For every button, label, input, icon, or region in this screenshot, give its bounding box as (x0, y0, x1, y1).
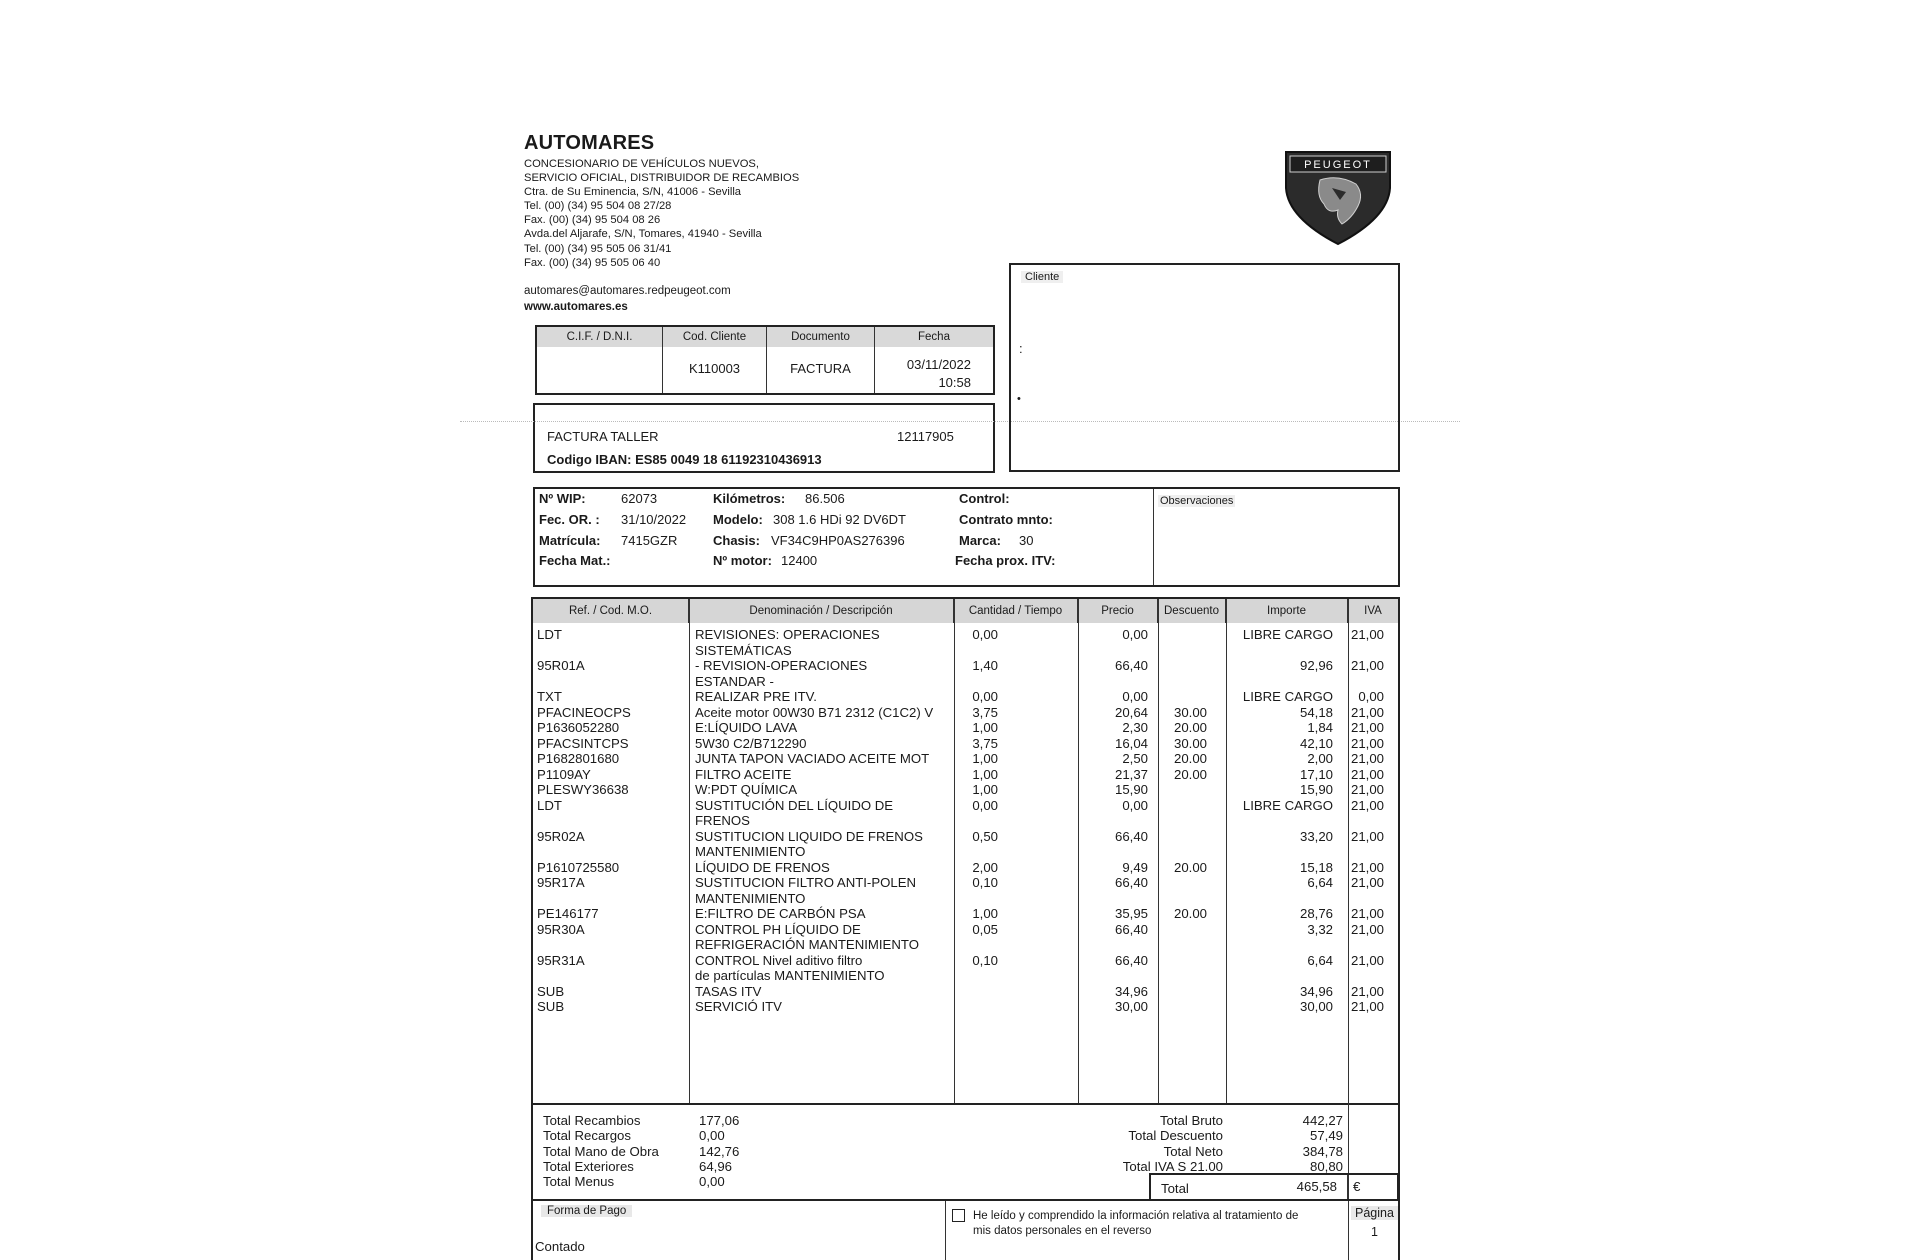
total-left-label: Total Recargos (543, 1128, 631, 1144)
wip-value: 62073 (621, 491, 658, 506)
item-discount: 20.00 (1174, 751, 1208, 766)
item-discount: 20.00 (1174, 859, 1208, 875)
table-row (533, 658, 1394, 689)
item-ref: PFACINEOCPS (537, 704, 631, 720)
total-right-row (1093, 1144, 1343, 1159)
item-discount: 20.00 (1174, 766, 1208, 782)
table-row (533, 705, 1394, 721)
table-row (533, 782, 1394, 798)
item-description: TASAS ITV (695, 983, 762, 999)
item-quantity: 2,00 (972, 859, 998, 875)
km-value: 86.506 (805, 491, 845, 506)
item-amount: 3,32 (1307, 921, 1333, 937)
item-quantity: 0,50 (972, 828, 998, 844)
item-description: W:PDT QUÍMICA (695, 782, 798, 797)
table-row (533, 689, 1394, 705)
item-ref: 95R02A (537, 828, 585, 844)
item-description: FILTRO ACEITE (695, 766, 792, 782)
chasis-value: VF34C9HP0AS276396 (771, 533, 905, 548)
total-right-label: Total IVA S 21.00 (1122, 1158, 1223, 1174)
contrato-label: Contrato mnto: (959, 512, 1053, 527)
company-email[interactable]: automares@automares.redpeugeot.com (524, 285, 731, 297)
item-ref: 95R01A (537, 658, 585, 673)
header-fecha-label: Fecha (875, 327, 993, 347)
table-row (533, 767, 1394, 783)
company-address-line: Fax. (00) (34) 95 505 06 40 (524, 256, 661, 269)
totals-right (1093, 1113, 1343, 1174)
items-table (531, 597, 1400, 1105)
total-right-value: 57,49 (1309, 1128, 1343, 1144)
item-quantity: 0,00 (972, 797, 998, 813)
item-ref: 95R17A (537, 875, 585, 890)
pagina-label: Página (1351, 1206, 1398, 1220)
item-price: 35,95 (1114, 906, 1148, 921)
item-vat: 21,00 (1350, 627, 1384, 642)
total-left-value: 0,00 (699, 1174, 725, 1190)
table-row (533, 751, 1394, 767)
item-ref: LDT (537, 627, 562, 642)
item-quantity: 0,00 (972, 689, 998, 704)
col-qty-header: Cantidad / Tiempo (954, 599, 1078, 623)
item-vat: 21,00 (1350, 766, 1384, 782)
item-description: E:FILTRO DE CARBÓN PSA (695, 906, 866, 921)
total-left-value: 0,00 (699, 1128, 725, 1144)
item-quantity: 0,10 (972, 952, 998, 968)
total-right-value: 442,27 (1302, 1113, 1343, 1128)
item-vat: 21,00 (1350, 859, 1384, 875)
table-row (533, 984, 1394, 1000)
wip-label: Nº WIP: (539, 491, 586, 506)
col-desc-header: Denominación / Descripción (689, 599, 954, 623)
item-ref: TXT (537, 689, 562, 704)
item-price: 16,04 (1114, 735, 1148, 751)
forma-pago-value: Contado (535, 1239, 585, 1254)
company-address-line: Ctra. de Su Eminencia, S/N, 41006 - Sevilla (524, 186, 742, 199)
table-row (533, 875, 1394, 906)
item-price: 9,49 (1122, 859, 1148, 875)
matricula-value: 7415GZR (621, 533, 678, 548)
total-left-row (543, 1113, 783, 1128)
item-amount: 92,96 (1299, 658, 1333, 673)
item-quantity: 0,00 (972, 627, 998, 642)
obs-divider (1153, 489, 1234, 585)
client-label: Cliente (1021, 271, 1063, 283)
item-ref: PFACSINTCPS (537, 735, 629, 751)
pagina-value: 1 (1371, 1225, 1378, 1239)
iban-text: Codigo IBAN: ES85 0049 18 61192310436913 (547, 452, 822, 467)
totals-box (531, 1103, 1400, 1201)
item-description: 5W30 C2/B712290 (695, 735, 807, 751)
item-discount: 20.00 (1174, 720, 1208, 735)
privacy-text-line-2: mis datos personales en el reverso (973, 1225, 1152, 1237)
table-row (533, 798, 1394, 829)
motor-label: Nº motor: (713, 553, 772, 568)
total-left-row (543, 1159, 783, 1174)
company-address-line: Tel. (00) (34) 95 505 06 31/41 (524, 242, 672, 255)
item-description: REALIZAR PRE ITV. (695, 689, 817, 704)
item-description: E:LÍQUIDO LAVA (695, 720, 798, 735)
col-disc-header: Descuento (1158, 599, 1226, 623)
table-row (533, 922, 1394, 953)
invoice-info-box (533, 403, 995, 473)
company-website[interactable]: www.automares.es (524, 301, 628, 313)
item-price: 21,37 (1114, 766, 1148, 782)
item-description: SUSTITUCION LIQUIDO DE FRENOS MANTENIMIENTO (695, 828, 923, 859)
company-address-line: CONCESIONARIO DE VEHÍCULOS NUEVOS, (524, 158, 759, 170)
total-left-value: 142,76 (699, 1143, 740, 1159)
total-left-row (543, 1174, 783, 1189)
total-right-label: Total Descuento (1128, 1128, 1223, 1144)
item-vat: 21,00 (1350, 782, 1384, 797)
item-amount: 6,64 (1307, 952, 1333, 968)
total-right-value: 80,80 (1309, 1158, 1343, 1174)
item-vat: 21,00 (1350, 999, 1384, 1014)
client-mark-2: • (1017, 393, 1021, 405)
marca-label: Marca: (959, 533, 1001, 548)
item-description: SERVICIÓ ITV (695, 999, 782, 1014)
header-documento-label: Documento (767, 327, 875, 347)
item-ref: P1109AY (537, 766, 591, 782)
item-amount: 42,10 (1299, 735, 1333, 751)
item-description: JUNTA TAPON VACIADO ACEITE MOT (695, 751, 930, 766)
item-amount: 34,96 (1299, 983, 1333, 999)
col-imp-header: Importe (1226, 599, 1348, 623)
col-ref-header: Ref. / Cod. M.O. (533, 599, 689, 623)
item-quantity: 3,75 (972, 704, 998, 720)
item-amount: 1,84 (1307, 720, 1333, 735)
item-amount: LIBRE CARGO (1242, 627, 1333, 642)
footer-divider (1348, 1201, 1349, 1260)
item-price: 2,50 (1122, 751, 1148, 766)
item-description: CONTROL Nivel aditivo filtro de partículas MANTENIMIENTO (695, 952, 885, 983)
table-row (533, 736, 1394, 752)
table-row (533, 953, 1394, 984)
vehicle-info-box (533, 487, 1400, 587)
company-address-line: Fax. (00) (34) 95 504 08 26 (524, 214, 661, 227)
item-amount: LIBRE CARGO (1242, 689, 1333, 704)
invoice-type: FACTURA TALLER (547, 429, 659, 444)
modelo-label: Modelo: (713, 512, 763, 527)
item-discount: 30.00 (1174, 735, 1208, 751)
item-vat: 21,00 (1350, 797, 1384, 813)
item-description: Aceite motor 00W30 B71 2312 (C1C2) V (695, 704, 934, 720)
col-price-header: Precio (1078, 599, 1158, 623)
item-price: 66,40 (1114, 658, 1148, 673)
footer-divider (945, 1201, 946, 1260)
total-left-label: Total Menus (543, 1174, 615, 1190)
item-vat: 21,00 (1350, 828, 1384, 844)
cif-value (537, 347, 663, 393)
total-label: Total (1161, 1181, 1189, 1196)
footer-box (531, 1199, 1400, 1260)
total-value: 465,58 (1296, 1179, 1337, 1194)
item-quantity: 0,05 (972, 921, 998, 937)
item-discount: 30.00 (1174, 704, 1208, 720)
item-quantity: 1,00 (972, 720, 998, 735)
modelo-value: 308 1.6 HDi 92 DV6DT (773, 512, 906, 527)
item-description: SUSTITUCIÓN DEL LÍQUIDO DE FRENOS (695, 797, 894, 828)
matricula-label: Matrícula: (539, 533, 601, 548)
item-vat: 21,00 (1350, 875, 1384, 890)
privacy-checkbox[interactable] (952, 1209, 965, 1222)
item-description: CONTROL PH LÍQUIDO DE REFRIGERACIÓN MANTENIMIENTO (695, 921, 919, 952)
total-right-row (1093, 1159, 1343, 1174)
item-vat: 21,00 (1350, 735, 1384, 751)
total-left-value: 177,06 (699, 1113, 740, 1128)
item-amount: 28,76 (1299, 906, 1333, 921)
table-row (533, 720, 1394, 736)
item-ref: 95R31A (537, 952, 585, 968)
total-left-label: Total Mano de Obra (543, 1143, 659, 1159)
fecha-value: 03/11/2022 (906, 357, 971, 372)
item-quantity: 1,00 (972, 906, 998, 921)
observaciones-label: Observaciones (1160, 495, 1234, 507)
item-ref: 95R30A (537, 921, 585, 937)
total-right-value: 384,78 (1302, 1143, 1343, 1159)
item-description: LÍQUIDO DE FRENOS (695, 859, 830, 875)
item-vat: 21,00 (1350, 983, 1384, 999)
table-row (533, 627, 1394, 658)
company-name: AUTOMARES (524, 132, 655, 154)
item-vat: 21,00 (1350, 906, 1384, 921)
item-amount: 30,00 (1299, 999, 1333, 1014)
item-quantity: 1,00 (972, 766, 998, 782)
item-amount: 6,64 (1307, 875, 1333, 890)
item-ref: P1636052280 (537, 720, 620, 735)
privacy-text-line-1: He leído y comprendido la información relativa al tratamiento de (973, 1210, 1299, 1222)
item-price: 0,00 (1122, 689, 1148, 704)
control-label: Control: (959, 491, 1010, 506)
item-quantity: 0,10 (972, 875, 998, 890)
motor-value: 12400 (781, 553, 818, 568)
chasis-label: Chasis: (713, 533, 760, 548)
company-address-line: Avda.del Aljarafe, S/N, Tomares, 41940 - Sevilla (524, 228, 762, 241)
item-amount: 2,00 (1307, 751, 1333, 766)
forma-pago-label: Forma de Pago (541, 1205, 632, 1217)
item-price: 30,00 (1114, 999, 1148, 1014)
logo-wordmark: PEUGEOT (1304, 159, 1372, 171)
item-amount: 17,10 (1299, 766, 1333, 782)
totals-left (543, 1113, 783, 1189)
total-right-label: Total Neto (1163, 1143, 1223, 1159)
item-price: 66,40 (1114, 921, 1148, 937)
total-left-label: Total Exteriores (543, 1158, 634, 1174)
item-ref: PLESWY36638 (537, 782, 629, 797)
marca-value: 30 (1019, 533, 1034, 548)
item-price: 66,40 (1114, 828, 1148, 844)
company-address-line: SERVICIO OFICIAL, DISTRIBUIDOR DE RECAMBIOS (524, 172, 800, 185)
item-discount: 20.00 (1174, 906, 1208, 921)
documento-value: FACTURA (767, 347, 875, 393)
item-ref: SUB (537, 983, 565, 999)
company-address-line: Tel. (00) (34) 95 504 08 27/28 (524, 200, 672, 213)
item-description: REVISIONES: OPERACIONES SISTEMÁTICAS (695, 627, 880, 658)
item-price: 66,40 (1114, 952, 1148, 968)
item-quantity: 1,00 (972, 782, 998, 797)
total-left-row (543, 1144, 783, 1159)
item-description: SUSTITUCION FILTRO ANTI-POLEN MANTENIMIENTO (695, 875, 917, 906)
table-row (533, 906, 1394, 922)
item-amount: 54,18 (1299, 704, 1333, 720)
client-box (1009, 263, 1400, 472)
total-left-label: Total Recambios (543, 1113, 641, 1128)
col-iva-header: IVA (1348, 599, 1398, 623)
item-vat: 21,00 (1350, 720, 1384, 735)
fec-or-label: Fec. OR. : (539, 512, 600, 527)
table-row (533, 999, 1394, 1015)
total-left-value: 64,96 (699, 1158, 733, 1174)
km-label: Kilómetros: (713, 491, 786, 506)
item-price: 66,40 (1114, 875, 1148, 890)
item-amount: LIBRE CARGO (1242, 797, 1333, 813)
item-vat: 21,00 (1350, 751, 1384, 766)
header-cod-cliente-label: Cod. Cliente (663, 327, 767, 347)
item-ref: P1682801680 (537, 751, 620, 766)
total-right-row (1093, 1128, 1343, 1143)
invoice-number: 12117905 (897, 429, 954, 444)
item-price: 34,96 (1114, 983, 1148, 999)
itv-label: Fecha prox. ITV: (955, 553, 1056, 568)
item-ref: LDT (537, 797, 562, 813)
item-description: - REVISION-OPERACIONES ESTANDAR - (695, 658, 868, 689)
currency-symbol: € (1353, 1179, 1361, 1194)
item-price: 0,00 (1122, 797, 1148, 813)
item-ref: PE146177 (537, 906, 599, 921)
document-header-table (535, 325, 995, 395)
item-amount: 15,18 (1299, 859, 1333, 875)
item-ref: SUB (537, 999, 565, 1014)
item-price: 2,30 (1122, 720, 1148, 735)
client-mark-1: : (1019, 341, 1023, 356)
item-amount: 15,90 (1299, 782, 1333, 797)
item-amount: 33,20 (1299, 828, 1333, 844)
cod-cliente-value: K110003 (663, 347, 767, 393)
fecha-cell (875, 347, 993, 393)
item-vat: 21,00 (1350, 658, 1384, 673)
fec-or-value: 31/10/2022 (621, 512, 687, 527)
total-box (1149, 1173, 1399, 1199)
item-vat: 0,00 (1358, 689, 1384, 704)
total-left-row (543, 1128, 783, 1143)
hora-value: 10:58 (938, 375, 971, 390)
item-vat: 21,00 (1350, 952, 1384, 968)
peugeot-lion-shield-icon (1280, 148, 1396, 248)
fecha-mat-label: Fecha Mat.: (539, 553, 611, 568)
item-price: 15,90 (1114, 782, 1148, 797)
item-quantity: 1,00 (972, 751, 998, 766)
table-row (533, 829, 1394, 860)
item-price: 20,64 (1114, 704, 1148, 720)
item-quantity: 1,40 (972, 658, 998, 673)
total-right-row (1093, 1113, 1343, 1128)
company-address-block (524, 157, 799, 270)
item-quantity: 3,75 (972, 735, 998, 751)
item-vat: 21,00 (1350, 704, 1384, 720)
item-vat: 21,00 (1350, 921, 1384, 937)
item-ref: P1610725580 (537, 859, 620, 875)
total-right-label: Total Bruto (1159, 1113, 1223, 1128)
header-cif-label: C.I.F. / D.N.I. (537, 327, 663, 347)
item-price: 0,00 (1122, 627, 1148, 642)
table-row (533, 860, 1394, 876)
